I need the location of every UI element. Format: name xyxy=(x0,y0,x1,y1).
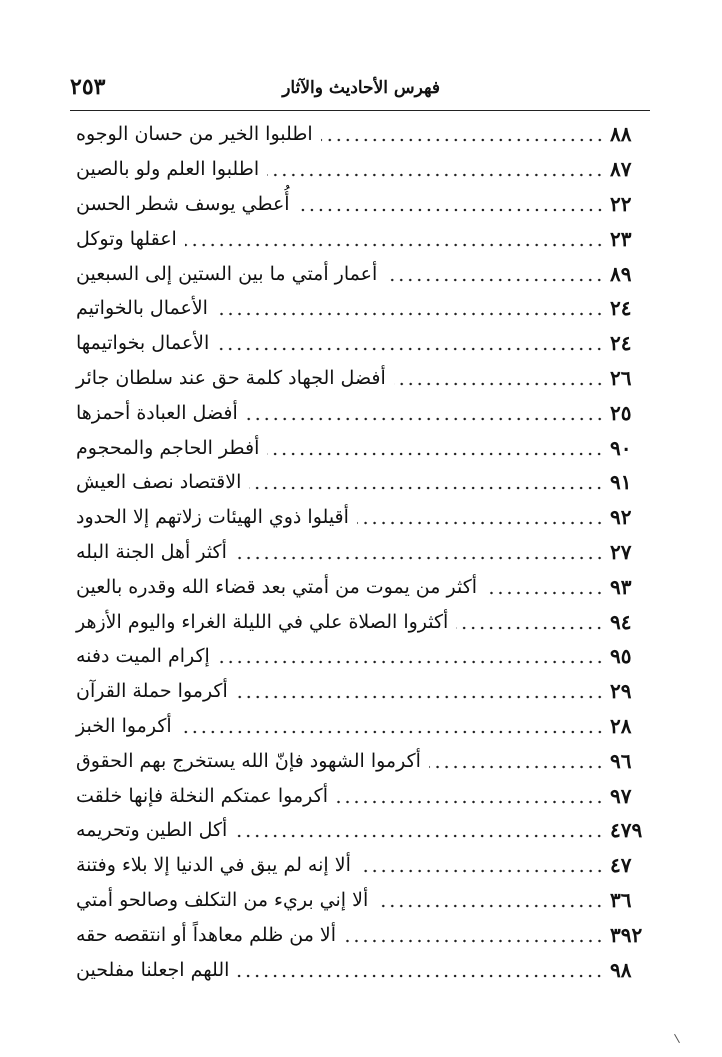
dot-leader xyxy=(218,659,604,665)
entry-page-number: ٣٦ xyxy=(610,887,632,912)
entry-text: أكرموا حملة القرآن xyxy=(76,680,228,703)
entry-page-number: ٨٧ xyxy=(610,157,632,182)
entry-text: أكثروا الصلاة علي في الليلة الغراء واليوم الأزهر xyxy=(76,610,449,633)
entry-page-number: ٢٤ xyxy=(610,331,632,356)
entry-page-number: ٩٣ xyxy=(610,574,632,599)
entry-text: أفطر الحاجم والمحجوم xyxy=(76,436,260,459)
index-entry xyxy=(70,117,650,152)
entry-page-number: ٢٢ xyxy=(610,191,632,216)
entry-page-number: ٨٩ xyxy=(610,261,632,286)
entry-page-number: ٩٤ xyxy=(610,609,632,634)
dot-leader xyxy=(249,485,604,491)
entry-page-number: ٩٦ xyxy=(610,748,632,773)
index-entry xyxy=(70,465,650,500)
entry-text: ألا إنه لم يبق في الدنيا إلا بلاء وفتنة xyxy=(76,854,351,877)
entry-page-number: ٤٧ xyxy=(610,853,632,878)
index-entry xyxy=(70,883,650,918)
entry-page-number: ٢٩ xyxy=(610,679,632,704)
entry-page-number: ٢٧ xyxy=(610,539,632,564)
index-entry xyxy=(70,604,650,639)
entry-text: اطلبوا الخير من حسان الوجوه xyxy=(76,123,313,146)
dot-leader xyxy=(235,555,604,561)
dot-leader xyxy=(216,311,604,317)
index-entry xyxy=(70,326,650,361)
entry-page-number: ٣٩٢ xyxy=(610,922,643,947)
index-entry xyxy=(70,152,650,187)
dot-leader xyxy=(321,137,604,143)
index-entry xyxy=(70,535,650,570)
entry-page-number: ٢٥ xyxy=(610,400,632,425)
entry-text: إكرام الميت دفنه xyxy=(76,645,210,668)
index-entry xyxy=(70,221,650,256)
entry-text: الاقتصاد نصف العيش xyxy=(76,471,242,494)
index-entry xyxy=(70,291,650,326)
index-entry xyxy=(70,500,650,535)
dot-leader xyxy=(429,764,604,770)
entry-text: اعقلها وتوكل xyxy=(76,227,177,250)
index-entry xyxy=(70,709,650,744)
entry-text: أكل الطين وتحريمه xyxy=(76,819,228,842)
dot-leader xyxy=(180,729,604,735)
index-entry xyxy=(70,361,650,396)
dot-leader xyxy=(298,207,604,213)
entry-text: اطلبوا العلم ولو بالصين xyxy=(76,158,260,181)
dot-leader xyxy=(246,416,604,422)
entry-page-number: ٤٧٩ xyxy=(610,818,643,843)
entry-text: أقيلوا ذوي الهيئات زلاتهم إلا الحدود xyxy=(76,506,349,529)
index-entry xyxy=(70,848,650,883)
index-entry xyxy=(70,569,650,604)
index-entry xyxy=(70,639,650,674)
dot-leader xyxy=(237,973,604,979)
entry-text: أكرموا الخبز xyxy=(76,714,172,737)
entry-text: أكرموا الشهود فإنّ الله يستخرج بهم الحقوق xyxy=(76,749,421,772)
index-list xyxy=(70,117,650,987)
dot-leader xyxy=(217,346,604,352)
entry-page-number: ٢٦ xyxy=(610,365,632,390)
page-title: فهرس الأحاديث والآثار xyxy=(282,78,440,98)
entry-text: ألا من ظلم معاهداً أو انتقصه حقه xyxy=(76,923,337,946)
dot-leader xyxy=(357,520,604,526)
entry-text: أكرموا عمتكم النخلة فإنها خلقت xyxy=(76,784,328,807)
entry-text: اللهم اجعلنا مفلحين xyxy=(76,958,230,981)
entry-text: أفضل العبادة أحمزها xyxy=(76,401,238,424)
dot-leader xyxy=(394,381,604,387)
entry-text: الأعمال بخواتيمها xyxy=(76,332,210,355)
entry-page-number: ٢٤ xyxy=(610,296,632,321)
dot-leader xyxy=(236,694,604,700)
dot-leader xyxy=(456,625,604,631)
dot-leader xyxy=(185,242,604,248)
dot-leader xyxy=(267,451,604,457)
entry-text: الأعمال بالخواتيم xyxy=(76,297,208,320)
dot-leader xyxy=(235,833,604,839)
index-entry xyxy=(70,395,650,430)
index-entry xyxy=(70,187,650,222)
index-entry xyxy=(70,813,650,848)
index-entry xyxy=(70,256,650,291)
index-entry xyxy=(70,743,650,778)
dot-leader xyxy=(376,903,604,909)
page-number: ٢٥٣ xyxy=(70,74,106,100)
entry-page-number: ٢٣ xyxy=(610,226,632,251)
page-header xyxy=(70,72,650,108)
dot-leader xyxy=(267,172,604,178)
header-rule xyxy=(70,110,650,111)
entry-text: أعمار أمتي ما بين الستين إلى السبعين xyxy=(76,262,378,285)
dot-leader xyxy=(336,799,604,805)
entry-page-number: ٢٨ xyxy=(610,713,632,738)
dot-leader xyxy=(359,868,604,874)
entry-text: ألا إني بريء من التكلف وصالحو أمتي xyxy=(76,888,369,911)
entry-page-number: ٩٨ xyxy=(610,957,632,982)
index-entry xyxy=(70,917,650,952)
dot-leader xyxy=(385,277,604,283)
entry-text: أكثر أهل الجنة البله xyxy=(76,540,227,563)
entry-page-number: ٩٢ xyxy=(610,505,632,530)
entry-page-number: ٩٠ xyxy=(610,435,632,460)
entry-page-number: ٩٥ xyxy=(610,644,632,669)
entry-page-number: ٨٨ xyxy=(610,122,632,147)
corner-mark xyxy=(674,1034,680,1043)
index-entry xyxy=(70,952,650,987)
index-entry xyxy=(70,674,650,709)
entry-text: أكثر من يموت من أمتي بعد قضاء الله وقدره بالعين xyxy=(76,575,478,598)
index-entry xyxy=(70,778,650,813)
entry-page-number: ٩١ xyxy=(610,470,632,495)
entry-text: أُعطي يوسف شطر الحسن xyxy=(76,192,290,215)
entry-page-number: ٩٧ xyxy=(610,783,632,808)
entry-text: أفضل الجهاد كلمة حق عند سلطان جائر xyxy=(76,366,386,389)
dot-leader xyxy=(344,938,604,944)
dot-leader xyxy=(485,590,604,596)
index-entry xyxy=(70,430,650,465)
